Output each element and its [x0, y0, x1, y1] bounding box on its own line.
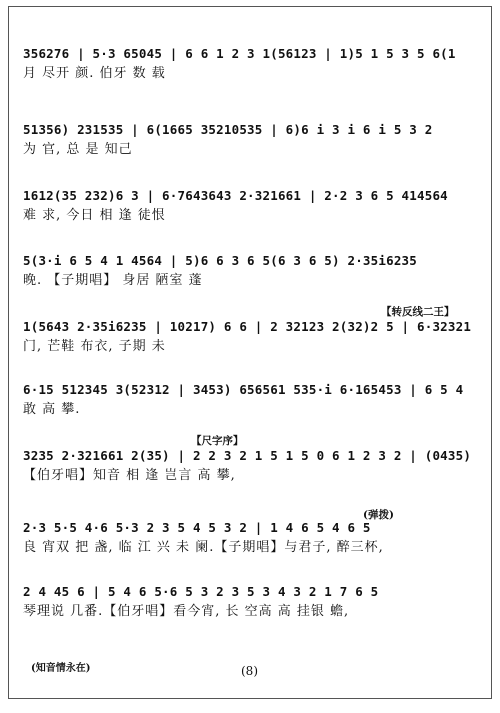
music-system-7	[23, 445, 483, 485]
lyrics-line: 门, 芒鞋 布衣, 子期 未	[23, 339, 166, 354]
jianpu-notation-line: 6·15 512345 3(52312 | 3453) 656561 535·i 6·165453 | 6 5 4	[23, 382, 464, 397]
jianpu-notation-line: 3235 2·321661 2(35) | 2 2 3 2 1 5 1 5 0 6 1 2 3 2 | (0435)	[23, 448, 472, 463]
jianpu-notation-line: 2 4 45 6 | 5 4 6 5·6 5 3 2 3 5 3 4 3 2 1 7 6 5	[23, 584, 379, 599]
jianpu-notation-line: 1(5643 2·35i6235 | 10217) 6 6 | 2 32123 2(32)2 5 | 6·32321	[23, 319, 472, 334]
music-system-1	[23, 43, 483, 83]
lyrics-line: 月 尽开 颜. 伯牙 数 载	[23, 66, 166, 81]
lyrics-line: 琴理说 几番.【伯牙唱】看今宵, 长 空高 高 挂银 蟾,	[23, 604, 350, 619]
jianpu-notation-line: 5(3·i 6 5 4 1 4564 | 5)6 6 3 6 5(6 3 6 5) 2·35i6235	[23, 253, 418, 268]
music-system-5	[23, 316, 483, 356]
music-system-3	[23, 185, 483, 225]
music-system-8	[23, 517, 483, 557]
lyrics-line: 难 求, 今日 相 逢 徒恨	[23, 208, 166, 223]
tone-change-annotation: 【转反线二王】	[381, 306, 455, 318]
music-system-6	[23, 379, 483, 419]
music-system-9	[23, 581, 483, 621]
jianpu-notation-line: 2·3 5·5 4·6 5·3 2 3 5 4 5 3 2 | 1 4 6 5 4 6 5	[23, 520, 371, 535]
chi-prelude-annotation: 【尺字序】	[191, 435, 244, 447]
jianpu-notation-line: 356276 | 5·3 65045 | 6 6 1 2 3 1(56123 | 1)5 1 5 3 5 6(1	[23, 46, 456, 61]
music-system-4	[23, 250, 483, 290]
jianpu-notation-line: 1612(35 232)6 3 | 6·7643643 2·321661 | 2·2 3 6 5 414564	[23, 188, 448, 203]
music-system-2	[23, 119, 483, 159]
score-page	[8, 6, 492, 699]
lyrics-line: 【伯牙唱】知音 相 逢 岂言 高 攀,	[23, 468, 236, 483]
plucked-annotation: (弹拨)	[363, 509, 394, 521]
lyrics-line: 良 宵双 把 盏, 临 江 兴 未 阑.【子期唱】与君子, 醉三杯,	[23, 540, 384, 555]
lyrics-line: 敢 高 攀.	[23, 402, 81, 417]
lyrics-line: 晚. 【子期唱】 身居 陋室 蓬	[23, 273, 203, 288]
lyrics-line: 为 官, 总 是 知己	[23, 142, 133, 157]
page-number: (8)	[241, 664, 258, 678]
jianpu-notation-line: 51356) 231535 | 6(1665 35210535 | 6)6 i 3 i 6 i 5 3 2	[23, 122, 433, 137]
footer-work-title: (知音情永在)	[31, 663, 91, 674]
